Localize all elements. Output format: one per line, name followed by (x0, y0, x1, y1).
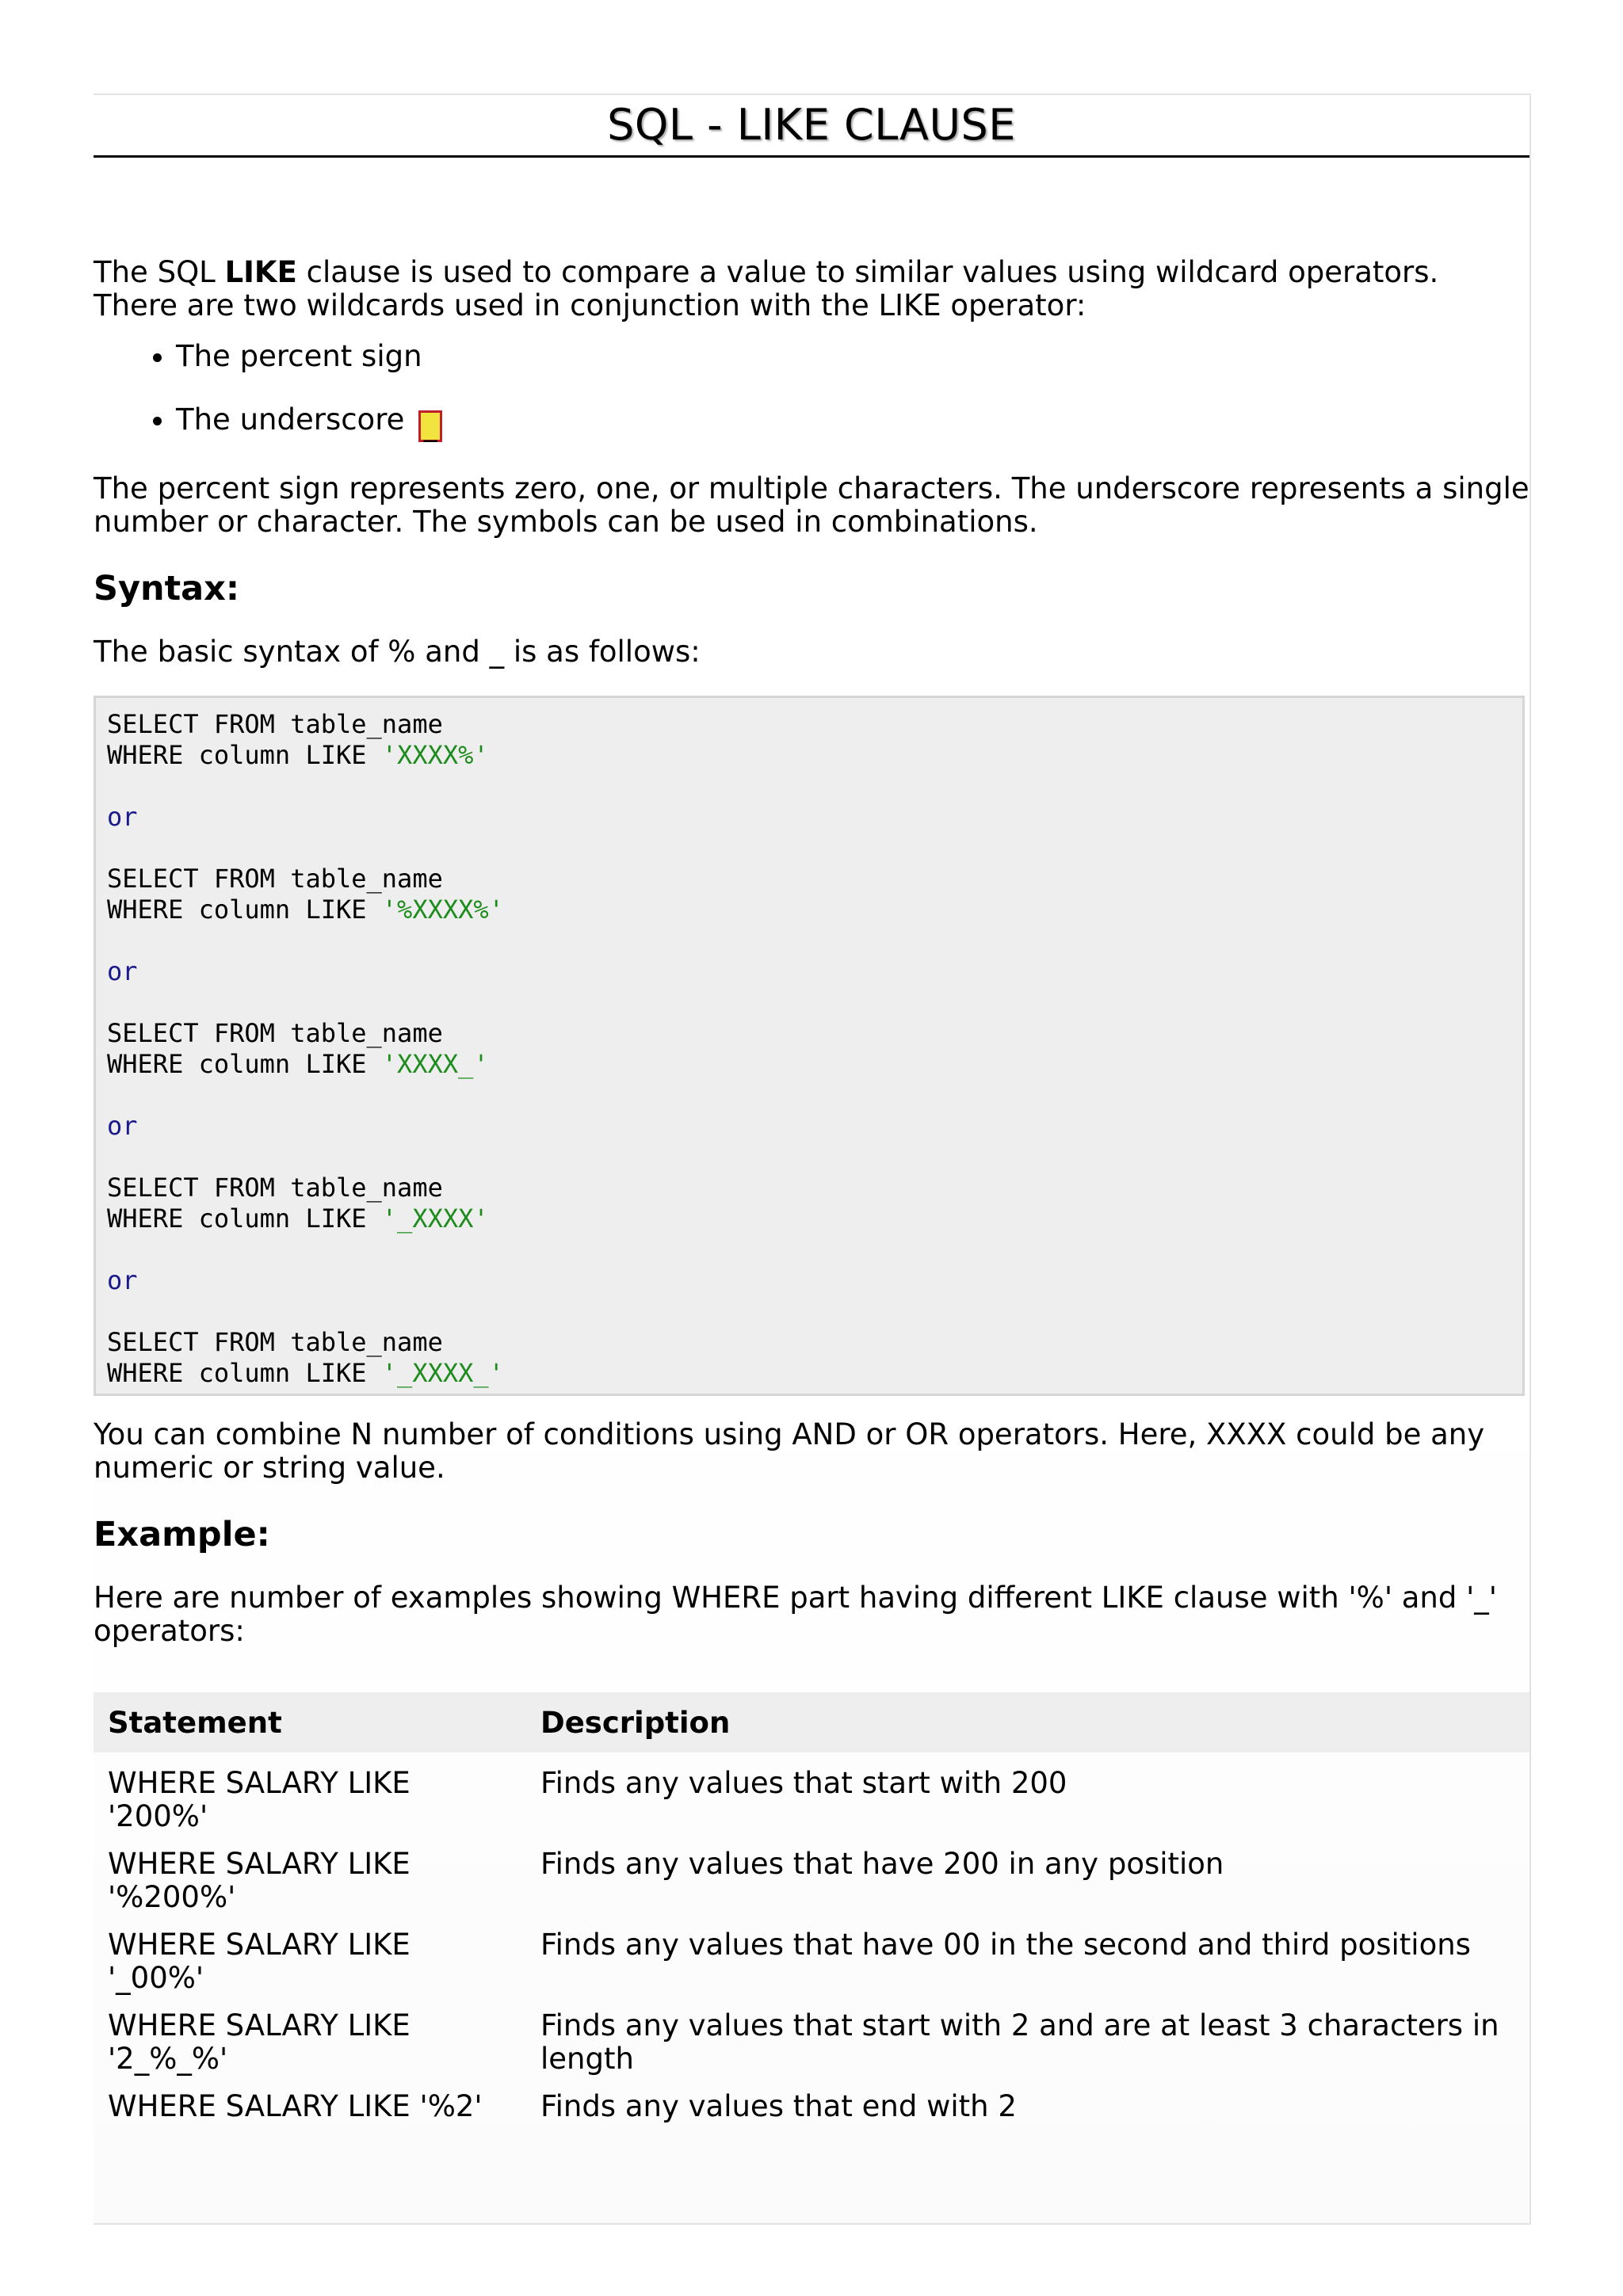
code-line: SELECT FROM table_name (107, 1327, 443, 1357)
wildcards-description: The percent sign represents zero, one, or multiple characters. The underscore represents a single number or character. The symbols can be used in combinations. (94, 471, 1529, 539)
header-statement: Statement (94, 1692, 526, 1753)
header-description: Description (526, 1692, 1529, 1753)
table-header-row (94, 1692, 1529, 1753)
intro-paragraph (94, 256, 1529, 322)
statement-text: WHERE SALARY LIKE '%200%' (108, 1847, 411, 1914)
intro-bold-like: LIKE (224, 255, 297, 289)
code-pattern: 'XXXX%' (381, 740, 489, 770)
statement-text: WHERE SALARY LIKE '%2' (108, 2089, 483, 2123)
table-row (94, 2076, 1529, 2139)
code-line: WHERE column LIKE (107, 740, 382, 770)
code-pattern: '_XXXX' (381, 1203, 489, 1234)
code-separator: or (107, 1265, 138, 1295)
intro-suffix: clause is used to compare a value to similar values using wildcard operators. There are two wildcards used in conjunction with the LIKE operator: (94, 255, 1439, 322)
conditions-paragraph: You can combine N number of conditions using AND or OR operators. Here, XXXX could be any numeric or string value. (94, 1417, 1485, 1485)
statement-cell (94, 1995, 526, 2076)
statement-text: WHERE SALARY LIKE '_00%' (108, 1928, 411, 1995)
description-cell: Finds any values that start with 200 (540, 1766, 1067, 1800)
code-separator: or (107, 956, 138, 986)
list-item-text: The underscore (176, 402, 405, 437)
code-line: WHERE column LIKE (107, 1203, 382, 1234)
description-cell: Finds any values that end with 2 (540, 2089, 1017, 2123)
statement-cell (94, 2076, 526, 2139)
example-intro: Here are number of examples showing WHERE part having different LIKE clause with '%' and '_' operators: (94, 1581, 1497, 1648)
description-cell: Finds any values that have 00 in the second and third positions (540, 1928, 1471, 1962)
underscore-highlight-box: _ (418, 410, 442, 442)
code-separator: or (107, 1111, 138, 1141)
statement-text: WHERE SALARY LIKE '200%' (108, 1766, 411, 1833)
table-row (94, 1833, 1529, 1914)
code-separator: or (107, 802, 138, 832)
code-line: SELECT FROM table_name (107, 1018, 443, 1048)
statement-cell (94, 1753, 526, 1833)
syntax-intro: The basic syntax of % and _ is as follows: (94, 635, 701, 669)
table-row (94, 1753, 1529, 1833)
syntax-code-block (94, 696, 1525, 1396)
code-line: SELECT FROM table_name (107, 864, 443, 894)
intro-prefix: The SQL (94, 255, 225, 289)
statement-text: WHERE SALARY LIKE '2_%_%' (108, 2008, 411, 2076)
code-pattern: '%XXXX%' (381, 894, 504, 925)
list-item (176, 403, 1529, 442)
code-pattern: '_XXXX_' (381, 1358, 504, 1388)
page-title: SQL - LIKE CLAUSE (94, 95, 1529, 158)
content (94, 256, 1529, 2139)
code-line: SELECT FROM table_name (107, 1173, 443, 1203)
syntax-heading: Syntax: (94, 569, 240, 608)
statement-cell (94, 1914, 526, 1995)
code-line: WHERE column LIKE (107, 1358, 382, 1388)
code-line: WHERE column LIKE (107, 1049, 382, 1079)
description-cell: Finds any values that start with 2 and are at least 3 characters in length (540, 2008, 1499, 2076)
code-pattern: 'XXXX_' (381, 1049, 489, 1079)
wildcard-list (94, 340, 1529, 442)
code-line: SELECT FROM table_name (107, 709, 443, 739)
description-cell: Finds any values that have 200 in any position (540, 1847, 1224, 1881)
example-heading: Example: (94, 1515, 270, 1554)
table-row (94, 1995, 1529, 2076)
table-row (94, 1914, 1529, 1995)
document-page (94, 93, 1531, 2225)
statement-cell (94, 1833, 526, 1914)
examples-table (94, 1692, 1529, 2139)
list-item-text: The percent sign (176, 339, 422, 373)
code-line: WHERE column LIKE (107, 894, 382, 925)
list-item (176, 340, 1529, 373)
